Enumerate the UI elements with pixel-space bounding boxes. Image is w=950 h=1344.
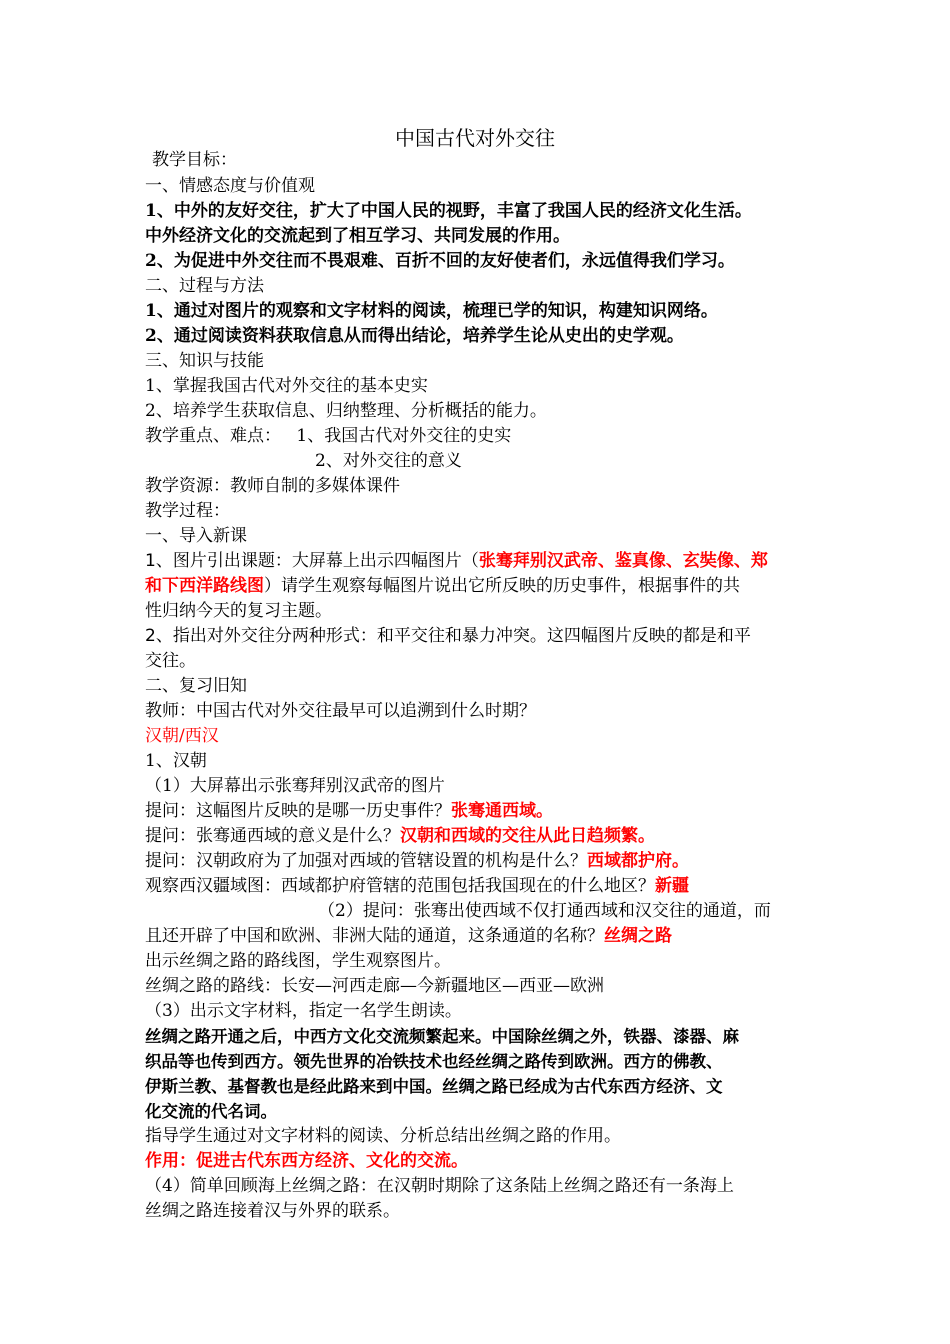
answer-3: 西域都护府。 — [587, 851, 689, 871]
map-instruction: 出示丝绸之路的路线图，学生观察图片。 — [145, 951, 451, 971]
intro-item-2-line-1: 2、指出对外交往分两种形式：和平交往和暴力冲突。这四幅图片反映的都是和平 — [145, 626, 751, 646]
answer-1: 张骞通西域。 — [451, 801, 553, 821]
step-2-line-2 — [145, 924, 672, 949]
intro-item-1-red-b: 和下西洋路线图 — [145, 576, 264, 596]
answer-5: 丝绸之路 — [604, 926, 672, 946]
step-4-line-1: （4）简单回顾海上丝绸之路：在汉朝时期除了这条陆上丝绸之路还有一条海上 — [145, 1176, 734, 1196]
silk-road-effect: 作用：促进古代东西方经济、文化的交流。 — [145, 1151, 468, 1171]
step-1: （1）大屏幕出示张骞拜别汉武帝的图片 — [145, 776, 445, 796]
intro-heading: 一、导入新课 — [145, 526, 247, 546]
section-2-heading: 二、过程与方法 — [145, 276, 264, 296]
document-title: 中国古代对外交往 — [395, 126, 555, 150]
section-3-heading: 三、知识与技能 — [145, 351, 264, 371]
section-3-item-2: 2、培养学生获取信息、归纳整理、分析概括的能力。 — [145, 401, 547, 421]
section-2-item-1: 1、通过对图片的观察和文字材料的阅读，梳理已学的知识，构建知识网络。 — [145, 301, 718, 321]
teacher-question: 教师：中国古代对外交往最早可以追溯到什么时期？ — [145, 701, 536, 721]
intro-item-1-line-3: 性归纳今天的复习主题。 — [145, 601, 332, 621]
guide-text: 指导学生通过对文字材料的阅读、分析总结出丝绸之路的作用。 — [145, 1126, 621, 1146]
teacher-answer: 汉朝/西汉 — [145, 726, 219, 746]
question-4: 观察西汉疆域图：西域都护府管辖的范围包括我国现在的什么地区？ — [145, 876, 655, 896]
question-1-line — [145, 799, 553, 824]
intro-item-1-line-1 — [145, 549, 768, 574]
section-1-heading: 一、情感态度与价值观 — [145, 176, 315, 196]
step-3: （3）出示文字材料，指定一名学生朗读。 — [145, 1001, 462, 1021]
silk-road-route: 丝绸之路的路线：长安—河西走廊—今新疆地区—西亚—欧洲 — [145, 976, 604, 996]
han-heading: 1、汉朝 — [145, 751, 207, 771]
question-3: 提问：汉朝政府为了加强对西域的管辖设置的机构是什么？ — [145, 851, 587, 871]
section-3-item-1: 1、掌握我国古代对外交往的基本史实 — [145, 376, 428, 396]
question-4-line — [145, 874, 689, 899]
intro-item-1-text-b: ）请学生观察每幅图片说出它所反映的历史事件，根据事件的共 — [264, 576, 740, 596]
material-line-3: 伊斯兰教、基督教也是经此路来到中国。丝绸之路已经成为古代东西方经济、文 — [145, 1077, 723, 1096]
step-2-line-1: （2）提问：张骞出使西域不仅打通西域和汉交往的通道，而 — [318, 901, 771, 921]
section-1-item-2: 2、为促进中外交往而不畏艰难、百折不回的友好使者们，永远值得我们学习。 — [145, 251, 735, 271]
question-3-line — [145, 849, 689, 874]
key-points-item-1: 1、我国古代对外交往的史实 — [296, 426, 512, 446]
answer-4: 新疆 — [655, 876, 689, 896]
material-line-4: 化交流的代名词。 — [145, 1102, 277, 1121]
key-points-line — [145, 424, 511, 449]
material-line-2: 织品等也传到西方。领先世界的冶铁技术也经丝绸之路传到欧洲。西方的佛教、 — [145, 1052, 723, 1071]
section-1-item-1-line-2: 中外经济文化的交流起到了相互学习、共同发展的作用。 — [145, 226, 570, 246]
teaching-resources: 教学资源：教师自制的多媒体课件 — [145, 476, 400, 496]
intro-item-1-line-2 — [145, 574, 740, 599]
material-line-1: 丝绸之路开通之后，中西方文化交流频繁起来。中国除丝绸之外，铁器、漆器、麻 — [145, 1027, 739, 1046]
step-2-question: 且还开辟了中国和欧洲、非洲大陆的通道，这条通道的名称？ — [145, 926, 604, 946]
step-4-line-2: 丝绸之路连接着汉与外界的联系。 — [145, 1201, 400, 1221]
intro-item-1-red-a: 张骞拜别汉武帝、鉴真像、玄奘像、郑 — [478, 551, 768, 571]
question-2: 提问：张骞通西域的意义是什么？ — [145, 826, 400, 846]
objectives-heading: 教学目标： — [152, 150, 237, 170]
question-2-line — [145, 824, 655, 849]
key-points-item-2: 2、对外交往的意义 — [315, 451, 462, 471]
section-1-item-1-line-1: 1、中外的友好交往，扩大了中国人民的视野，丰富了我国人民的经济文化生活。 — [145, 201, 752, 221]
review-heading: 二、复习旧知 — [145, 676, 247, 696]
intro-item-2-line-2: 交往。 — [145, 651, 196, 671]
section-2-item-2: 2、通过阅读资料获取信息从而得出结论，培养学生论从史出的史学观。 — [145, 326, 684, 346]
question-1: 提问：这幅图片反映的是哪一历史事件？ — [145, 801, 451, 821]
process-heading: 教学过程： — [145, 501, 230, 521]
intro-item-1-text-a: 1、图片引出课题：大屏幕上出示四幅图片（ — [145, 551, 479, 571]
answer-2: 汉朝和西域的交往从此日趋频繁。 — [400, 826, 655, 846]
key-points-label: 教学重点、难点： — [145, 426, 281, 446]
